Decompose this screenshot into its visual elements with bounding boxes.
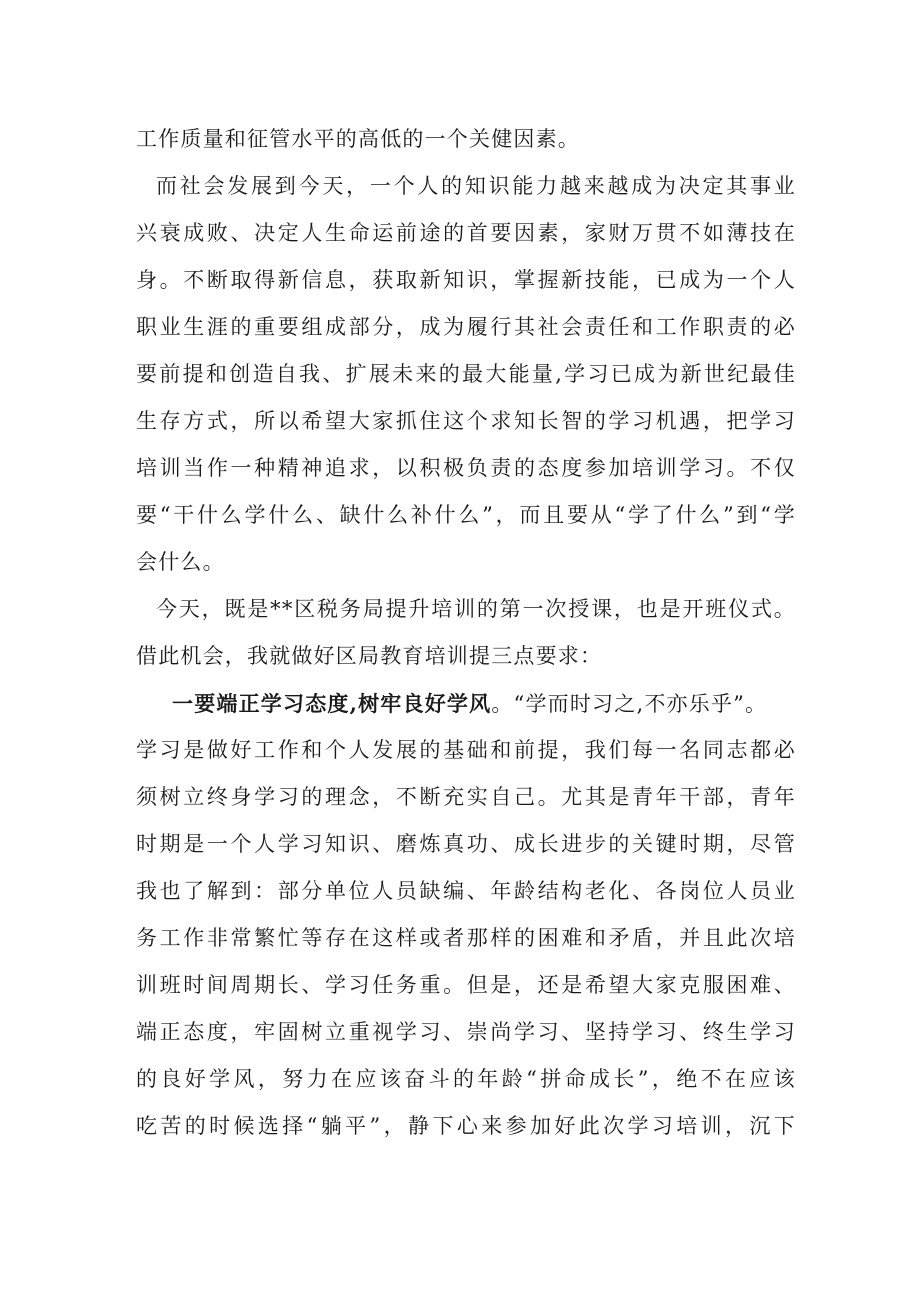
paragraph-line: 会什么。 bbox=[136, 550, 225, 574]
paragraph-line: 今天，既是**区税务局提升培训的第一次授课，也是开班仪式。 bbox=[156, 597, 796, 621]
document-body bbox=[136, 116, 796, 1150]
paragraph-line: 职业生涯的重要组成部分，成为履行其社会责任和工作职责的必 bbox=[136, 315, 796, 339]
paragraph-line: 吃苦的时候选择“躺平”，静下心来参加好此次学习培训，沉下 bbox=[136, 1114, 796, 1138]
paragraph-line: 的良好学风，努力在应该奋斗的年龄“拼命成长”，绝不在应该 bbox=[136, 1067, 796, 1091]
paragraph-line: 我也了解到：部分单位人员缺编、年龄结构老化、各岗位人员业 bbox=[136, 879, 796, 903]
paragraph-line: 而社会发展到今天，一个人的知识能力越来越成为决定其事业 bbox=[156, 174, 796, 198]
paragraph-line: 兴衰成败、决定人生命运前途的首要因素，家财万贯不如薄技在 bbox=[136, 221, 796, 245]
paragraph-line: 借此机会，我就做好区局教育培训提三点要求： bbox=[136, 644, 603, 668]
paragraph-line: 工作质量和征管水平的高低的一个关健因素。 bbox=[136, 127, 580, 151]
paragraph-line: 身。不断取得新信息，获取新知识，掌握新技能，已成为一个人 bbox=[136, 268, 796, 292]
paragraph-line: 务工作非常繁忙等存在这样或者那样的困难和矛盾，并且此次培 bbox=[136, 926, 796, 950]
paragraph-line: 时期是一个人学习知识、磨炼真功、成长进步的关键时期，尽管 bbox=[136, 832, 796, 856]
section-heading: 一要端正学习态度,树牢良好学风 bbox=[172, 691, 492, 716]
paragraph-line: 训班时间周期长、学习任务重。但是，还是希望大家克服困难、 bbox=[136, 973, 796, 997]
section-heading-line bbox=[136, 680, 796, 727]
paragraph-line: 要“干什么学什么、缺什么补什么”，而且要从“学了什么”到“学 bbox=[136, 503, 796, 527]
paragraph-line: 培训当作一种精神追求，以积极负责的态度参加培训学习。不仅 bbox=[136, 456, 796, 480]
paragraph-line: 生存方式，所以希望大家抓住这个求知长智的学习机遇，把学习 bbox=[136, 409, 796, 433]
paragraph-line: 要前提和创造自我、扩展未来的最大能量,学习已成为新世纪最佳 bbox=[136, 362, 796, 386]
section-heading-quote: 。“学而时习之,不亦乐乎”。 bbox=[491, 692, 768, 716]
paragraph-line: 端正态度，牢固树立重视学习、崇尚学习、坚持学习、终生学习 bbox=[136, 1020, 796, 1044]
paragraph-line: 学习是做好工作和个人发展的基础和前提，我们每一名同志都必 bbox=[136, 738, 796, 762]
paragraph-line: 须树立终身学习的理念，不断充实自己。尤其是青年干部，青年 bbox=[136, 785, 796, 809]
